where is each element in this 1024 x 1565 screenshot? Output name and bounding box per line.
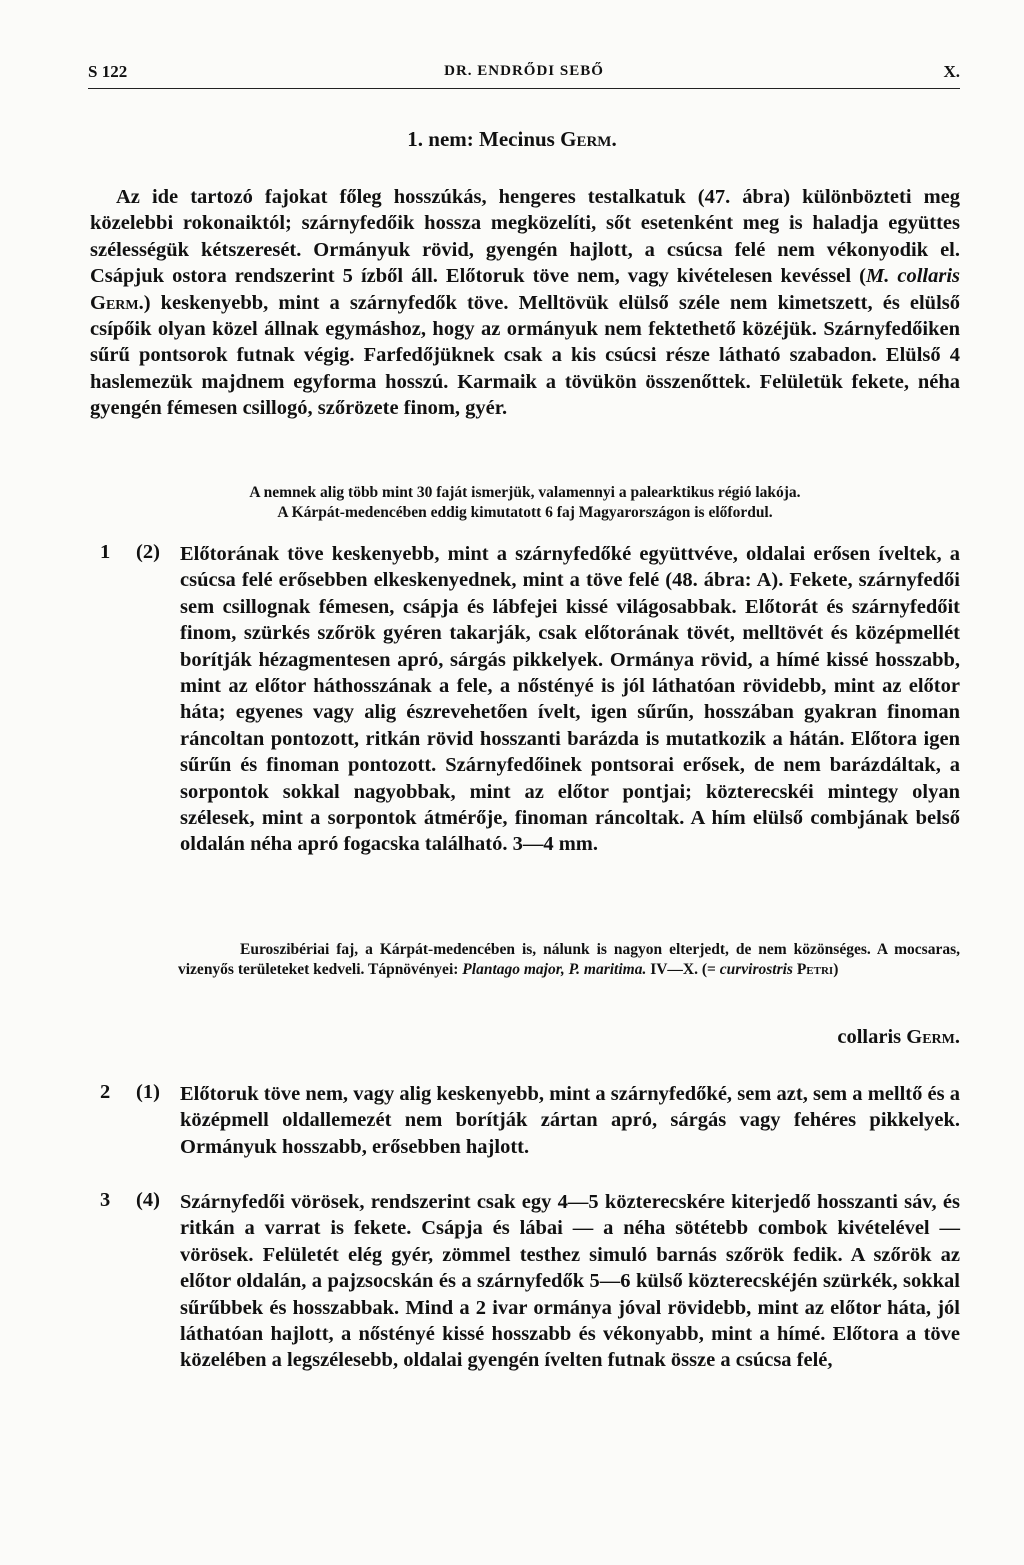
species-epithet: collaris [837, 1026, 907, 1048]
distribution-text-1: Euroszibériai faj, a Kárpát-medencében is, nálunk is nagyon elterjedt, de nem közönséges. A mocsaras, vizenyős területeket kedveli. Tápnövényei: [178, 941, 960, 978]
synonym-italic: curvirostris [719, 961, 793, 978]
couplet-reference: (4) [136, 1189, 160, 1211]
intro-species-italic: M. collaris [865, 265, 961, 288]
genus-heading [0, 127, 1024, 152]
genus-note-line-2: A Kárpát-medencében eddig kimutatott 6 faj Magyarországon is előfordul. [277, 504, 773, 521]
couplet-number: 2 [100, 1081, 111, 1103]
species-name [837, 1026, 960, 1049]
genus-note-line-1: A nemnek alig több mint 30 faját ismerjük, valamennyi a palearktikus régió lakója. [249, 484, 801, 501]
couplet-reference: (2) [136, 541, 160, 563]
intro-text-3: ) keskenyebb, mint a szárnyfedők töve. Melltövük elülső széle nem kimetszett, és elülső csípőik olyan közel állnak egymáshoz, hogy az ormányuk nem fektethető közéjük. Szárnyfedőiken sűrű pontsorok futnak végig. Farfedőjüknek csak a kis csúcsi része látható szabadon. Elülső 4 haslemezük majdnem egyforma hosszú. Karmaik a tövükön összenőttek. Felületük fekete, néha gyengén fémesen csillogó, szőrözete finom, gyér. [90, 291, 960, 420]
distribution-text-2: IV—X. (= [646, 961, 720, 978]
couplet-number: 3 [100, 1189, 111, 1211]
distribution-note [178, 940, 960, 980]
intro-text-1: Az ide tartozó fajokat főleg hosszúkás, hengeres testalkatuk (47. ábra) különbözteti meg közelebbi rokonaiktól; szárnyfedőik hossza megközelíti, sőt esetenként meg is haladja együttes szélességük kétszeresét. Ormányuk rövid, gyengén hajlott, a csúcsa felé nem vékonyodik el. Csápjuk ostora rendszerint 5 ízből áll. Előtoruk töve nem, vagy kivételesen kevéssel ( [90, 186, 960, 288]
page-number: S 122 [88, 62, 128, 81]
genus-note [90, 483, 960, 523]
running-head [88, 60, 960, 89]
host-plants-italic: Plantago major, P. maritima. [462, 961, 647, 978]
running-head-chapter: X. [943, 62, 960, 81]
intro-author: Germ. [90, 291, 144, 314]
couplet-number: 1 [100, 541, 111, 563]
couplet-text: Előtorának töve keskenyebb, mint a szárnyfedőké együttvéve, oldalai erősen íveltek, a csúcsa felé erősebben elkeskenyednek, mint a töve felé (48. ábra: A). Fekete, szárnyfedői sem csillognak fémesen, csápja és lábfejei kissé világosabbak. Előtorát és szárnyfedőit finom, szürkés szőrök gyéren takarják, csak előtorának tövét, melltövét és középmellét borítják hézagmentesen apró, sárgás pikkelyek. Ormánya rövid, a hímé kissé hosszabb, mint az előtor háthosszának a fele, a nőstényé is jól láthatóan rövidebb, mint az előtor háta; egyenes vagy alig észrevehetően ívelt, igen sűrűn, hosszában gyakran finoman ráncoltan pontozott, ritkán rövid hosszanti barázda is mutatkozik a hátán. Előtora igen sűrűn és finoman pontozott. Szárnyfedőinek pontsorai erősek, de nem barázdáltak, a sorpontok sokkal nagyobbak, mint az előtor pontjai; közterecskéi mintegy olyan szélesek, mint a sorpontok átmérője, finoman ráncoltak. A hím elülső combjának belső oldalán néha apró fogacska található. 3—4 mm. [180, 543, 960, 856]
intro-paragraph [90, 184, 960, 422]
genus-heading-text: 1. nem: Mecinus [407, 127, 561, 151]
running-head-author: DR. ENDRŐDI SEBŐ [444, 63, 604, 79]
couplet-text: Szárnyfedői vörösek, rendszerint csak egy 4—5 közterecskére kiterjedő hosszanti sáv, és ritkán a varrat is fekete. Csápja és lábai — a néha sötétebb combok kivételével — vörösek. Felületét elég gyér, zömmel testhez simuló barnás szőrök fedik. A szőrök az előtor oldalán, a pajzsocskán és a szárnyfedők 5—6 külső közterecskéjén szürkék, sokkal sűrűbbek és hosszabbak. Mind a 2 ivar ormánya jóval rövidebb, mint az előtor háta, jól láthatóan hajlott, a nőstényé kissé hosszabb és vékonyabb, mint a hímé. Előtora a töve közelében a legszélesebb, oldalai gyengén ívelten futnak össze a csúcsa felé, [180, 1191, 960, 1372]
couplet-reference: (1) [136, 1081, 160, 1103]
distribution-text-4: ) [833, 961, 839, 978]
couplet-text: Előtoruk töve nem, vagy alig keskenyebb, mint a szárnyfedőké, sem azt, sem a melltő és a középmell oldallemezét nem borítják zártan apró, sárgás vagy fehéres pikkelyek. Ormányuk hosszabb, erősebben hajlott. [180, 1083, 960, 1158]
synonym-author: Petri [796, 961, 834, 978]
species-author: Germ. [906, 1026, 960, 1048]
genus-heading-author: Germ. [560, 127, 617, 151]
